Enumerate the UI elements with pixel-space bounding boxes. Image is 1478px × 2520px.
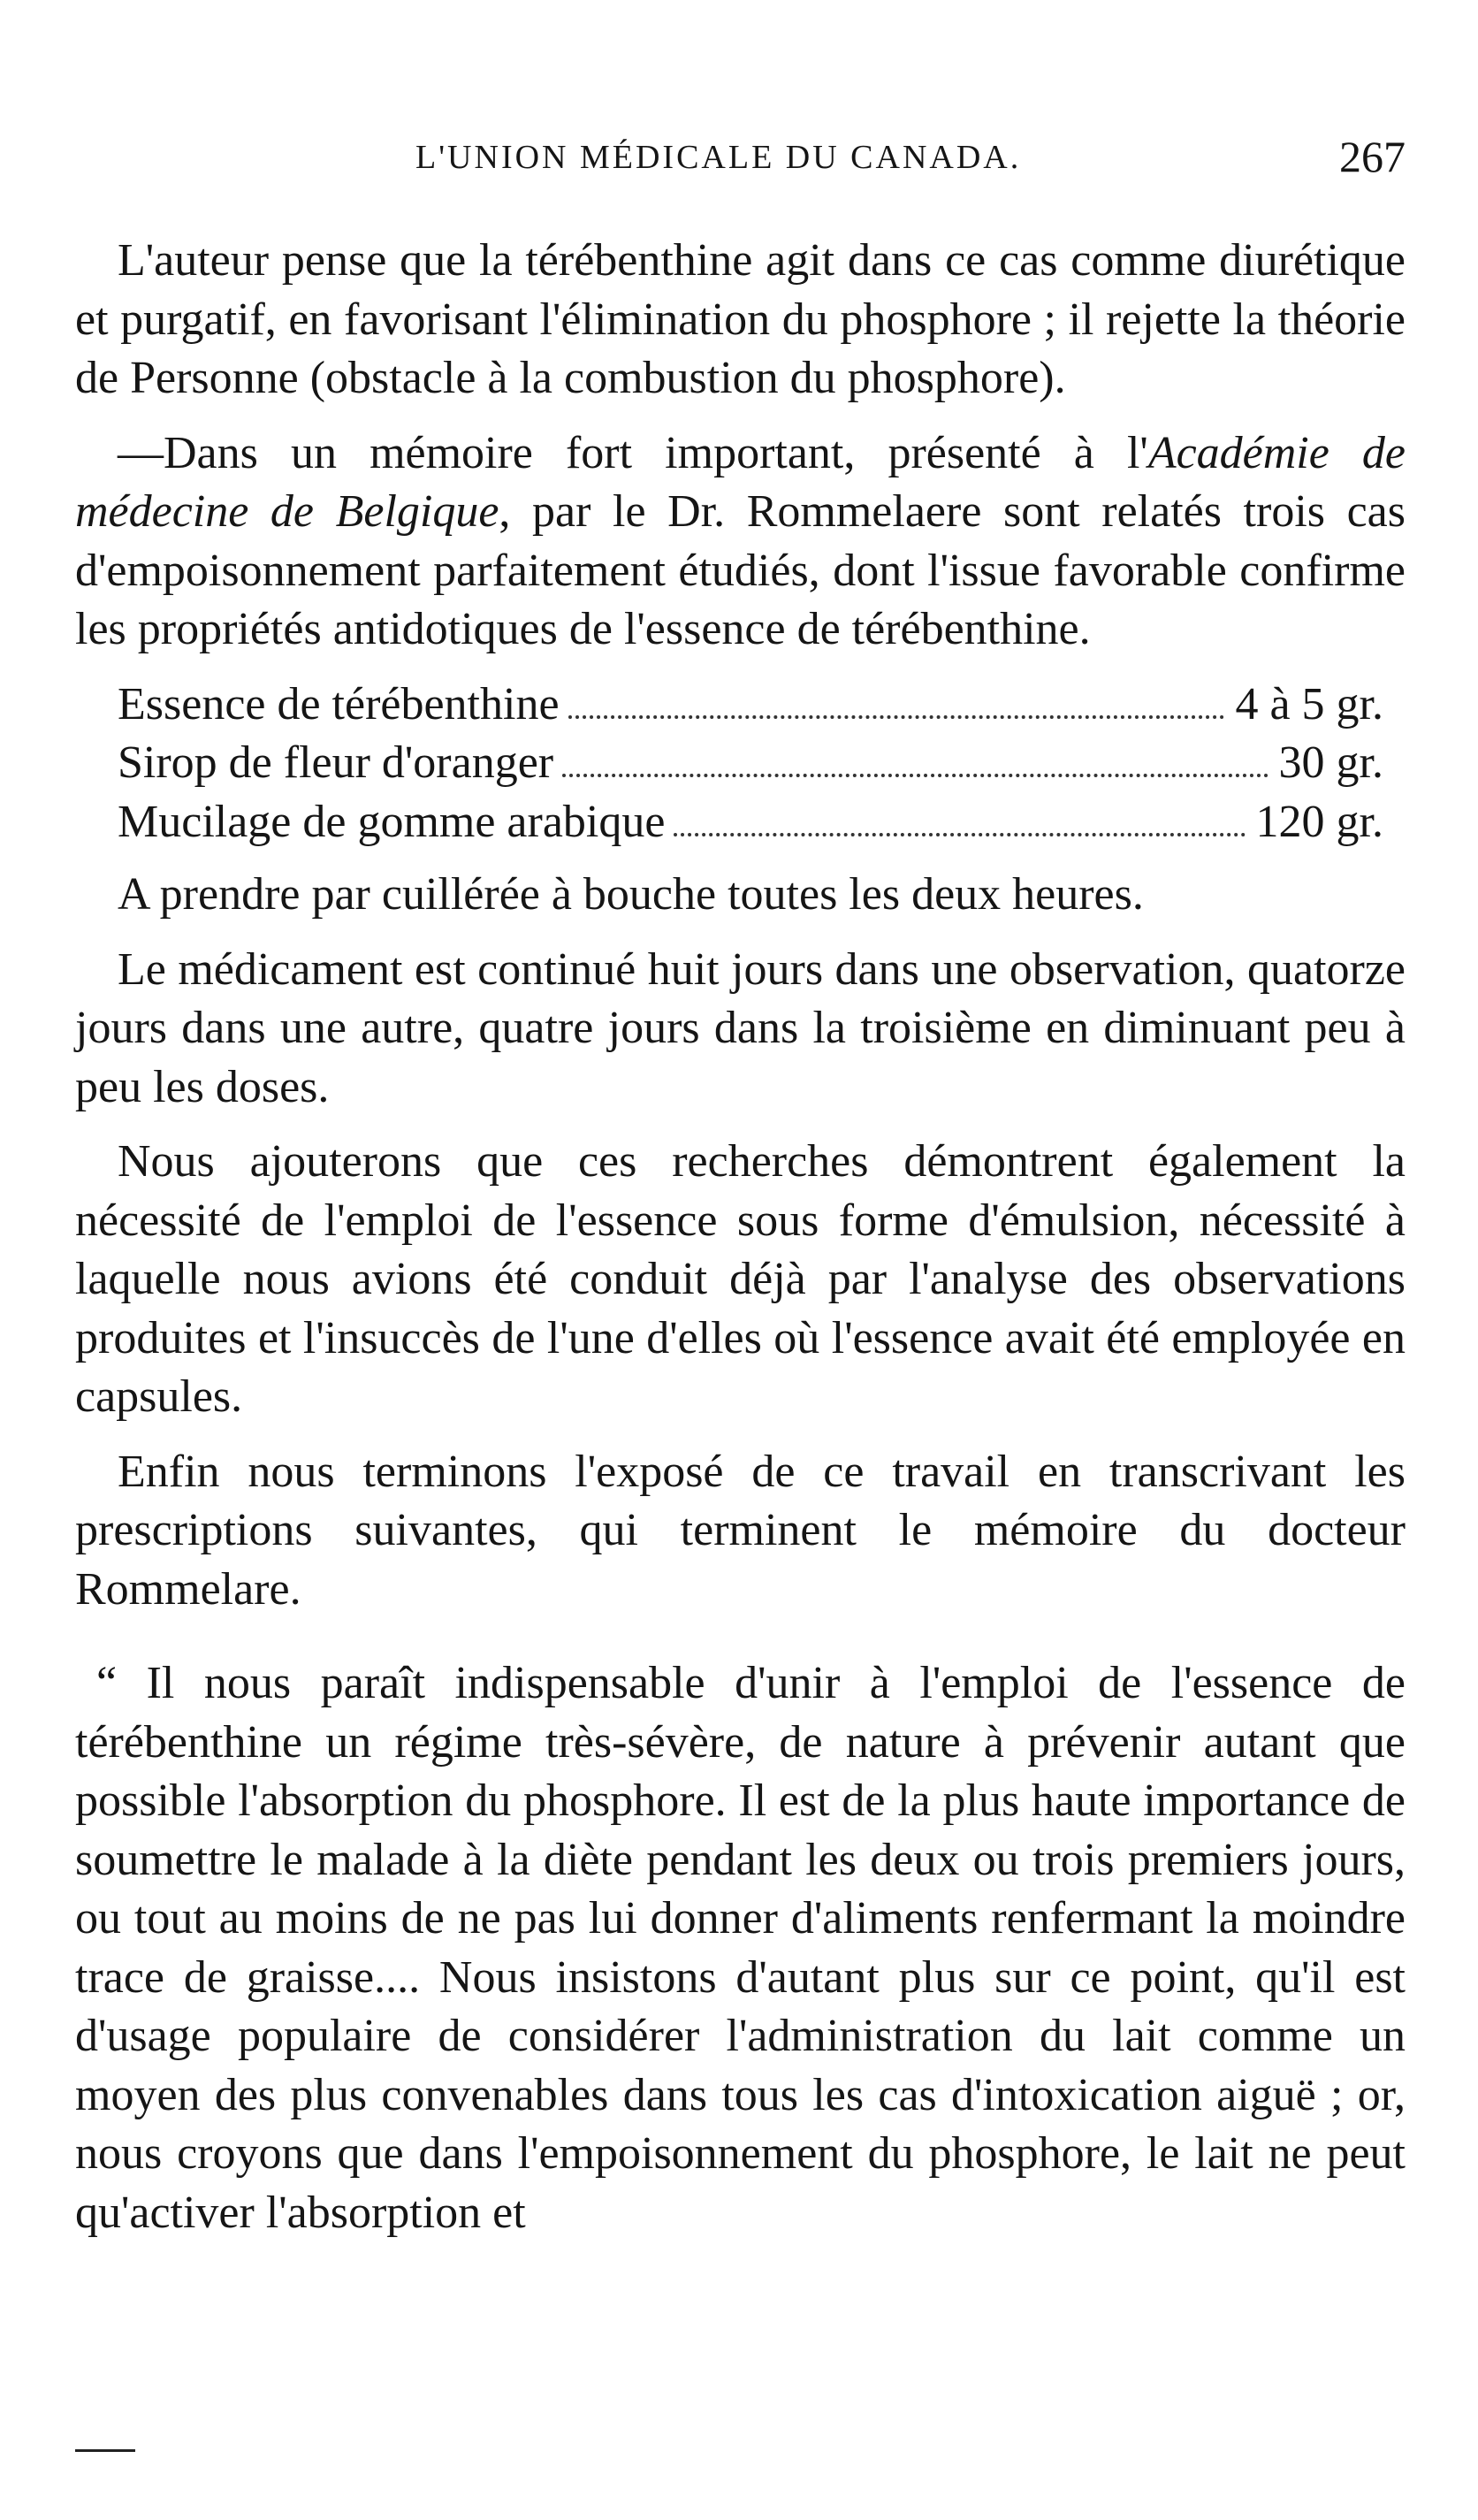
ingredient-quantity: 120 gr.: [1255, 796, 1383, 847]
book-page: [75, 0, 1406, 2520]
footer-rule: [75, 2449, 135, 2452]
ingredient-name: Sirop de fleur d'oranger: [118, 737, 554, 788]
ingredient-quantity: 30 gr.: [1278, 737, 1383, 788]
paragraph-3: A prendre par cuillérée à bouche toutes les deux heures.: [118, 869, 1144, 920]
paragraph-4: Le médicament est continué huit jours dans une observation, quatorze jours dans une autre, quatre jours dans la troisième en diminuant peu à peu les doses.: [75, 943, 1406, 1112]
ingredient-name: Essence de térébenthine: [118, 678, 560, 729]
prescription-item: [75, 793, 1406, 852]
running-title: L'UNION MÉDICALE DU CANADA.: [415, 139, 1022, 176]
dot-leader: [562, 774, 1268, 777]
page-number: 267: [1339, 132, 1406, 181]
prescription-list: [75, 676, 1406, 852]
paragraph-2-start: —Dans un mémoire fort important, présenté à l': [118, 427, 1148, 478]
ingredient-name: Mucilage de gomme arabique: [118, 796, 666, 847]
paragraph-6: Enfin nous terminons l'exposé de ce travail en transcrivant les prescriptions suivantes, qui terminent le mémoire du docteur Rommelare.: [75, 1446, 1406, 1615]
paragraph-2: [75, 424, 1406, 660]
prescription-item: [75, 676, 1406, 735]
page-header: [75, 131, 1406, 193]
academy-name: Académie de médecine de Belgique: [75, 427, 1406, 537]
paragraph-2-end: , par le Dr. Rommelaere sont relatés trois cas d'empoisonnement parfaitement étudiés, dont l'issue favorable confirme les propriétés antidotiques de l'essence de térébenthine.: [75, 486, 1406, 654]
body-text: [75, 232, 1406, 2258]
dot-leader: [674, 833, 1245, 836]
ingredient-quantity: 4 à 5 gr.: [1235, 678, 1383, 729]
paragraph-5: Nous ajouterons que ces recherches démontrent également la nécessité de l'emploi de l'essence sous forme d'émulsion, nécessité à laquelle nous avions été conduit déjà par l'analyse des observations produites et l'insuccès de l'une d'elles où l'essence avait été employée en capsules.: [75, 1136, 1406, 1422]
paragraph-1: L'auteur pense que la térébenthine agit dans ce cas comme diurétique et purgatif, en favorisant l'élimination du phosphore ; il rejette la théorie de Personne (obstacle à la combustion du phosphore).: [75, 235, 1406, 403]
quoted-prescription: “ Il nous paraît indispensable d'unir à l'emploi de l'essence de térébenthine un régime très-sévère, de nature à prévenir autant que possible l'absorption du phosphore. Il est de la plus haute importance de soumettre le malade à la diète pendant les deux ou trois premiers jours, ou tout au moins de ne pas lui donner d'aliments renfermant la moindre trace de graisse.... Nous insistons d'autant plus sur ce point, qu'il est d'usage populaire de considérer l'administration du lait comme un moyen des plus convenables dans tous les cas d'intoxication aiguë ; or, nous croyons que dans l'empoisonnement du phosphore, le lait ne peut qu'activer l'absorption et: [75, 1658, 1406, 2238]
dot-leader: [568, 715, 1225, 719]
prescription-item: [75, 734, 1406, 793]
